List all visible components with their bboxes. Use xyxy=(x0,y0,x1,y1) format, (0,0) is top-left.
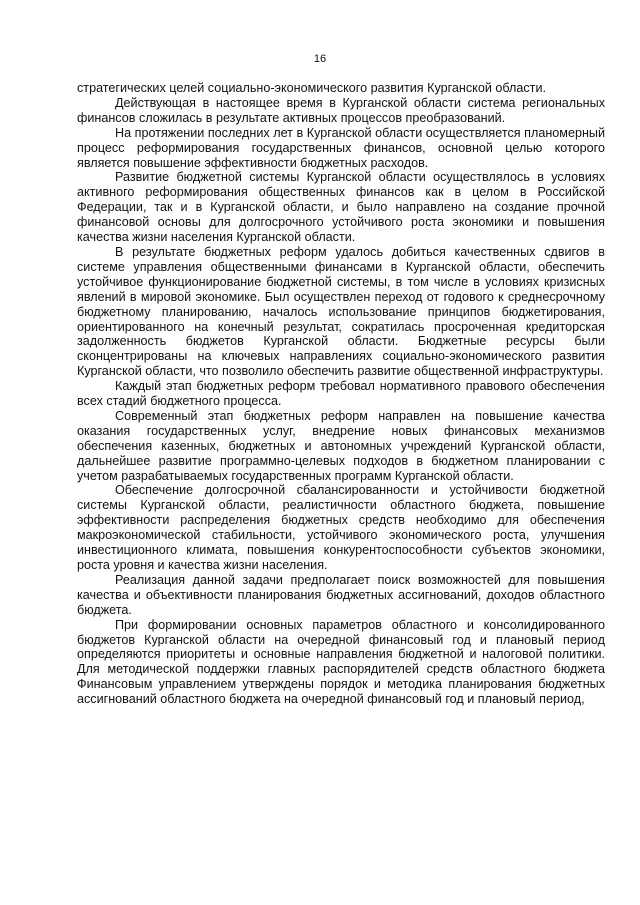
paragraph: Современный этап бюджетных реформ направлен на повышение качества оказания государственных услуг, внедрение новых финансовых механизмов обеспечения казенных, бюджетных и автономных учреждений Курганской области, дальнейшее развитие программно-целевых подходов в бюджетном планировании с учетом разрабатываемых государственных программ Курганской области. xyxy=(77,408,605,483)
paragraph: На протяжении последних лет в Курганской области осуществляется планомерный процесс реформирования государственных финансов, основной целью которого является повышение эффективности бюджетных расходов. xyxy=(77,125,605,170)
paragraph: Развитие бюджетной системы Курганской области осуществлялось в условиях активного реформирования общественных финансов как в целом в Российской Федерации, так и в Курганской области, и было направлено на создание прочной финансовой основы для долгосрочного устойчивого роста экономики и повышения качества жизни населения Курганской области. xyxy=(77,170,605,245)
paragraph: В результате бюджетных реформ удалось добиться качественных сдвигов в системе управления общественными финансами в Курганской области, обеспечить устойчивое функционирование бюджетной системы, в том числе в условиях кризисных явлений в мировой экономике. Был осуществлен переход от годового к среднесрочному бюджетному планированию, началось использование принципов бюджетирования, ориентированного на конечный результат, сократилась просроченная кредиторская задолженность бюджетов Курганской области. Бюджетные ресурсы были сконцентрированы на ключевых направлениях социально-экономического развития Курганской области, что позволило обеспечить развитие общественной инфраструктуры. xyxy=(77,244,605,379)
paragraph: Действующая в настоящее время в Курганской области система региональных финансов сложилась в результате активных процессов преобразований. xyxy=(77,95,605,125)
paragraph: стратегических целей социально-экономического развития Курганской области. xyxy=(77,81,546,95)
paragraph: При формировании основных параметров областного и консолидированного бюджетов Курганской области на очередной финансовый год и плановый период определяются приоритеты и основные направления бюджетной и налоговой политики. Для методической поддержки главных распорядителей средств областного бюджета Финансовым управлением утверждены порядок и методика планирования бюджетных ассигнований областного бюджета на очередной финансовый год и плановый период, xyxy=(77,617,605,707)
page-number: 16 xyxy=(313,53,327,65)
body-text xyxy=(77,81,605,707)
paragraph: Реализация данной задачи предполагает поиск возможностей для повышения качества и объективности планирования бюджетных ассигнований, доходов областного бюджета. xyxy=(77,572,605,617)
paragraph: Каждый этап бюджетных реформ требовал нормативного правового обеспечения всех стадий бюджетного процесса. xyxy=(77,379,605,409)
paragraph: Обеспечение долгосрочной сбалансированности и устойчивости бюджетной системы Курганской области, реалистичности областного бюджета, повышение эффективности распределения бюджетных средств необходимо для обеспечения макроэкономической стабильности, устойчивого экономического роста, улучшения инвестиционного климата, повышения конкурентоспособности субъектов экономики, роста уровня и качества жизни населения. xyxy=(77,483,605,572)
